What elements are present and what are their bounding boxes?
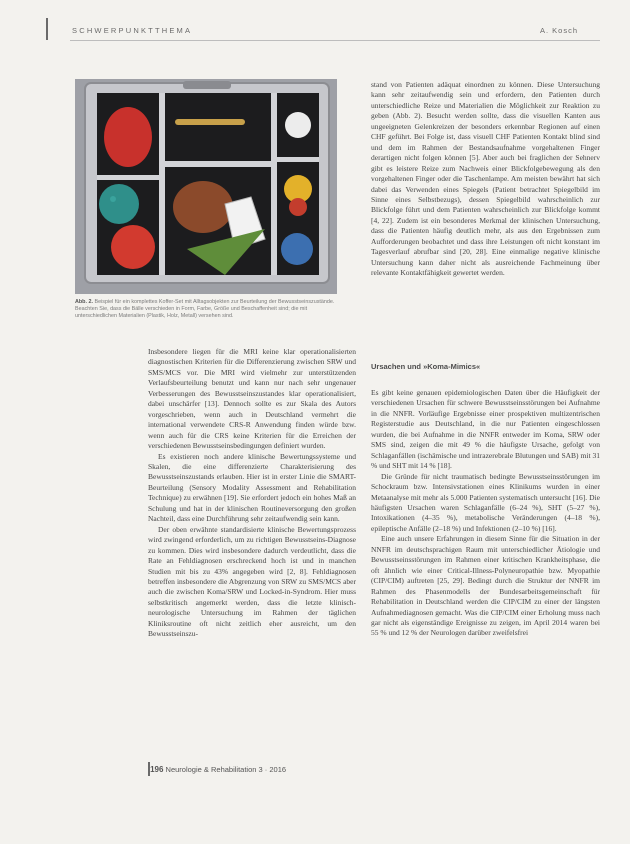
caption-label: Abb. 2.	[75, 299, 93, 305]
author-header: A. Kosch	[540, 26, 579, 35]
paragraph: Der oben erwähnte standardisierte klinische Bewertungsprozess wird zwingend erforderlich, um zu richtigen Bewusstseins-Diagnose zu kommen. Dies wird insbesondere dadurch verdeutlicht, dass die Rate an Fehldiagnosen erschreckend hoch ist und in manchen Studien mit bis zu 43% angegeben wird [2, 8]. Fehldiagnosen betreffen insbesondere die Abgrenzung von SRW zu SMS/MCS aber auch die zwischen Koma/SRW und Locked-in-Syndrom. Hier muss selbstkritisch angemerkt werden, dass die letzte klinisch-neurologische Untersuchung im Rahmen der täglichen Kliniksroutine oft nicht zeitlich eher ausreicht, um den Bewusstseinszu-	[148, 524, 356, 639]
case-illustration	[75, 79, 337, 294]
page-number: 196	[150, 765, 164, 774]
paragraph: Es existieren noch andere klinische Bewertungssysteme und Skalen, die eine differenzierte Charakterisierung des Bewusstseinszustands erlauben. Hier ist in erster Linie die SMART-Beurteilung (Sensory Modality Assessment and Rehabilitation Technique) zu erwähnen [19]. Sie erfordert jedoch ein hohes Maß an Schulung und hat in der klinischen Routineversorgung den großen Nachteil, dass eine Durchführung sehr zeitaufwendig sein kann.	[148, 451, 356, 524]
paragraph: Die Gründe für nicht traumatisch bedingte Bewusstseinsstörungen im Schockraum bzw. Intensivstationen eines Klinikums wurden in einer Metaanalyse mit mehr als 5.000 Patienten systematisch untersucht [16]. Die häufigsten Ursachen waren Schlaganfälle (6–24 %), SHT (5–27 %), Intoxikationen (4–35 %), metabolische Veränderungen (4–18 %), epileptische Anfälle (2–18 %) und Infektionen (2–10 %) [16].	[371, 471, 600, 533]
caption-text: Beispiel für ein komplettes Koffer-Set mit Alltagsobjekten zur Beurteilung der Bewusstseinszustände. Beachten Sie, dass die Bälle verschieden in Form, Farbe, Größe und Beschaffenheit sind; die mit unterschiedlichen Materialien (Plastik, Holz, Metall) versehen sind.	[75, 299, 335, 319]
header-divider	[70, 40, 600, 41]
header-rule	[46, 18, 48, 40]
footer	[148, 765, 286, 774]
figure-caption	[75, 299, 347, 320]
right-column-bottom	[371, 388, 600, 639]
journal-name: Neurologie & Rehabilitation 3 · 2016	[165, 765, 287, 774]
figure-photo-case	[75, 79, 337, 294]
section-heading: Ursachen und »Koma-Mimics«	[371, 362, 481, 371]
right-column-top	[371, 80, 600, 279]
section-header: SCHWERPUNKTTHEMA	[72, 26, 193, 35]
left-column	[148, 347, 356, 640]
paragraph: Es gibt keine genauen epidemiologischen Daten über die Häufigkeit der verschiedenen Ursachen für schwere Bewusstseinsstörungen bei Aufnahme in die NNFR. Vorläufige Ergebnisse einer prospektiven multizentrischen Registerstudie aus Deutschland, in die nur Patienten eingeschlossen wurden, die bei Aufnahme in die NNFR entweder im Koma, SRW oder SMS sind, zeigen die mit 49 % die häufigste Ursache, gefolgt von Schlaganfällen (ischämische und intrazerebrale Blutungen und SAB) mit 31 % und SHT mit 14 % [18].	[371, 388, 600, 471]
paragraph: Eine auch unsere Erfahrungen in diesem Sinne für die Situation in der NNFR im deutschsprachigen Raum mit unterschiedlicher Ätiologie und Bewusstseinsstörungen im Rahmen einer kritischen Krankheitsphase, die oft ähnlich wie einer Critical-Illness-Polyneuropathie bzw. Myopathie (CIP/CIM) auftreten [25, 29]. Bedingt durch die Struktur der NNFR im Rahmen des Phasenmodells der Bundesarbeitsgemeinschaft für Rehabilitation in Deutschland werden die CIP/CIM zu einer der längsten Aufnahmediagnosen gemacht. Was die CIP/CIM einer Erholung muss nach gar nicht als eigenständige Ereignisse zu zeigen, im April 2014 waren bei 55 % und 12 % der Neurologen darüber zweifelsfrei	[371, 534, 600, 638]
paragraph: stand von Patienten adäquat einordnen zu können. Diese Untersuchung kann sehr zeitaufwendig sein und erfordern, den Patienten durch unterschiedliche Reize und Materialien die Möglichkeit zur Reaktion zu geben (Abb. 2). Besucht werden sollte, dass die visuellen Kanten aus ungeeigneten Gelenkreizen der besonders erkennbar Regionen auf einen CHF geführt. Bei Folge ist, dass visuell CHF Patienten Kontakt blind sind und dem im Rahmen der Bestandsaufnahme vorgehaltenen Finger derartigen nicht folgen können [5]. Aber auch bei fraglichen der Sehnerv gibt es leistere Reize zum Nachweis einer Blickfolgebewegung als den vorgehaltenen Finger oder die Taschenlampe. Am meisten bewährt hat sich dabei das Verwenden eines Spiegels (Patient betrachtet Spiegelbild im Sinne eines Selbstbezugs), dessen Spiegelbild wahrscheinlich zur Blickfolge führt und dem Patienten wahrscheinlich zur Blickfolge kommt [4, 22]. Zudem ist ein besonderes Merkmal der klinischen Untersuchung, dass die Patienten häufig deutlich mehr, als aus den Ergebnissen zum Aufforderungen beobachtet und dass ihre Leistungen oft nicht konstant im Tagesverlauf abrufbar sind [20, 28]. Eine einmalige negative klinische Untersuchung kann daher nicht als ausreichende Fachmeinung über relevante Kontaktfähigkeit gewertet werden.	[371, 80, 600, 278]
paragraph: Insbesondere liegen für die MRI keine klar operationalisierten diagnostischen Kriterien für die Differenzierung zwischen SRW und SMS/MCS vor. Die MRI wird vielmehr zur unterstützenden Verlaufsbeurteilung benutzt und kann nur nach sehr ungenauer Verbesserungen des Bewusstseinszustandes klar operationalisiert, dabei unschärfer [13]. Dennoch sollte es zur Skala des Autors vorgeschrieben, wenn auch in Deutschland vermehrt die international verwendete CRS-R Anwendung finden würde bzw. wenn auch für die CRS keine Kriterien für die Erreichen der verschiedenen Bewusstseinsbedingungen definiert wurden.	[148, 347, 356, 451]
